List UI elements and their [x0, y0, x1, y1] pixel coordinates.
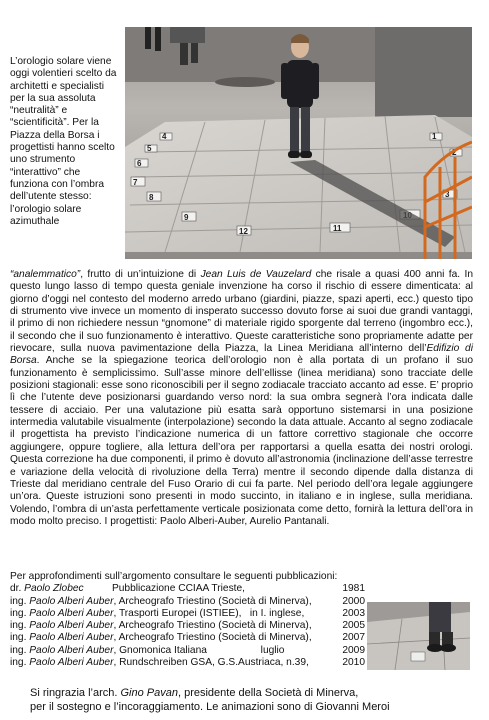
reference-row [10, 608, 365, 620]
reference-citation [10, 620, 338, 632]
main-article [10, 269, 473, 528]
reference-citation [10, 632, 338, 644]
intro-caption: L’orologio solare viene oggi volentieri scelto da architetti e specialisti per la sua assoluta “neutralità” e “scientificità”. Per la Piazza della Borsa i progettisti hanno scelto uno strumento “interattivo” che funziona con l’ombra dell’utente stesso: l’orologio solare azimuthale [10, 56, 117, 227]
reference-row [10, 657, 365, 669]
reference-source: , Archeografo Triestino (Società di Minerva), [113, 620, 312, 632]
reference-author: Paolo Alberi Auber [29, 644, 114, 656]
reference-source: , Gnomonica Italiana luglio [113, 644, 285, 656]
reference-year: 2005 [342, 620, 365, 632]
reference-author: Paolo Alberi Auber [29, 632, 114, 644]
article-paragraph [10, 269, 473, 528]
hour-tile-label: 9 [184, 213, 189, 222]
reference-row [10, 632, 365, 644]
hour-tile-label: 4 [162, 132, 167, 141]
reference-title-prefix: ing. [10, 657, 30, 669]
reference-author: Paolo Zlobec [24, 583, 84, 595]
reference-row [10, 596, 365, 608]
references [10, 571, 365, 669]
reference-source: Pubblicazione CCIAA Trieste, [83, 583, 246, 595]
reference-title-prefix: dr. [10, 583, 25, 595]
reference-year: 2009 [342, 644, 365, 656]
hour-tile-label: 7 [133, 178, 138, 187]
reference-row [10, 583, 365, 595]
reference-citation [10, 583, 338, 595]
hour-tile-label: 8 [149, 193, 154, 202]
text-span: . Anche se la spiegazione teorica dell’orologio non è alla portata di un profano il suo funzionamento è semplicissimo. Sull’asse minore dell’ellisse (linea meridiana) sono tracciate delle posizioni stagionali: esse sono riconoscibili per il segno zodiacale tracciato accanto ad esse. E’ proprio lì che l’utente deve posizionarsi guardando verso nord: la sua ombra segnerà l’ora indicata dalle tessere di acciaio. Per una valutazione più esatta sarà opportuno sistemarsi in una posizione intermedia valutabile visualmente (interpolazione) secondo la data attuale. Accanto al segno zodiacale il progettista ha previsto l’indicazione numerica di un fattore correttivo stagionale che occorre aggiungere, oppure togliere, alla lettura dell’ora per rapportarsi a quella esatta dei nostri orologi. Questa correzione ha due componenti, il primo è dovuto all’astronomia (inclinazione dell’asse terrestre e variazione della velocità di rivoluzione della Terra) mentre il secondo dipende dalla distanza di Trieste dal meridiano centrale del Fuso Orario di cui fa parte. Nel periodo dell’ora legale aggiungere un’ora. Queste istruzioni sono presenti in modo succinto, in italiano e in inglese, sulla meridiana. Volendo, l’ombra di un’asta perfettamente verticale posizionata come detto, fornirà la lettura dell’ora in modo molto preciso. I progettisti: Paolo Alberi-Auber, Aurelio Pantanali. [10, 355, 473, 527]
reference-citation [10, 657, 338, 669]
reference-year: 2007 [342, 632, 365, 644]
reference-author: Paolo Alberi Auber [29, 607, 114, 619]
reference-year: 2003 [342, 607, 365, 619]
reference-citation [10, 596, 338, 608]
thanks-line-1 [30, 686, 480, 700]
reference-list [10, 583, 365, 669]
reference-title-prefix: ing. [10, 632, 30, 644]
thanks-line-2: per il sostegno e l’incoraggiamento. Le animazioni sono di Giovanni Meroi [30, 701, 390, 713]
text-span: che risale a quasi 400 anni fa. In questo lungo lasso di tempo questa geniale invenzione ha corso il rischio di essere dimenticata: al giorno d’oggi nel contesto del moderno arredo urbano (giardini, piazze, spazi aperti, ecc.) questo tipo di strumento vive invece un momento di insperato successo dovuto forse ai suoi due grandi vantaggi, il primo di non richiedere nessun “gnomone” di materiale rigido sporgente dal terreno (ingombro ecc.), il secondo che il suo funzionamento è interattivo. Queste caratteristiche sono propriamente adatte per rievocare, sulla nuova pavimentazione della Piazza, la Linea Meridiana all’interno dell’ [10, 269, 473, 355]
reference-year: 2010 [342, 657, 365, 669]
reference-row [10, 645, 365, 657]
analemmatic-term: “analemmatico” [10, 269, 81, 280]
reference-title-prefix: ing. [10, 644, 30, 656]
references-intro: Per approfondimenti sull’argomento consultare le seguenti pubblicazioni: [10, 571, 338, 582]
reference-citation [10, 608, 338, 620]
hour-tile-label: 6 [137, 159, 142, 168]
text-span: Si ringrazia l’arch. [30, 687, 121, 699]
reference-title-prefix: ing. [10, 620, 30, 632]
reference-author: Paolo Alberi Auber [29, 620, 114, 632]
reference-author: Paolo Alberi Auber [29, 657, 114, 669]
reference-author: Paolo Alberi Auber [29, 595, 114, 607]
reference-year: 2000 [342, 595, 365, 607]
feet-photo-drawing [367, 602, 470, 670]
hour-tile-label: 2 [452, 148, 457, 157]
reference-source: , Trasporti Europei (ISTIEE), in I. inglese, [113, 607, 305, 619]
reference-source: , Rundschreiben GSA, G.S.Austriaca, n.39, [113, 657, 309, 669]
hour-tile-label: 5 [147, 144, 152, 153]
hour-tile-label: 3 [445, 190, 450, 199]
reference-citation [10, 645, 338, 657]
reference-year: 1981 [342, 583, 365, 595]
reference-source: , Archeografo Triestino (Società di Minerva), [113, 595, 312, 607]
text-span: , presidente della Società di Minerva, [177, 687, 359, 699]
text-span: , frutto di un’intuizione di [80, 269, 201, 280]
building-name: Edifizio di Borsa [10, 343, 473, 367]
feet-photo [367, 602, 470, 670]
reference-title-prefix: ing. [10, 607, 30, 619]
acknowledgements [30, 686, 480, 714]
reference-source: , Archeografo Triestino (Società di Minerva), [113, 632, 312, 644]
thanks-name: Gino Pavan [120, 687, 178, 699]
sundial-photo-drawing [125, 27, 472, 259]
reference-title-prefix: ing. [10, 595, 30, 607]
author-name: Jean Luis de Vauzelard [200, 269, 312, 280]
reference-row [10, 620, 365, 632]
hour-tile-label: 1 [432, 132, 437, 141]
sundial-photo [125, 27, 472, 259]
hour-tile-label: 11 [333, 224, 342, 233]
hour-tile-label: 12 [239, 227, 248, 236]
